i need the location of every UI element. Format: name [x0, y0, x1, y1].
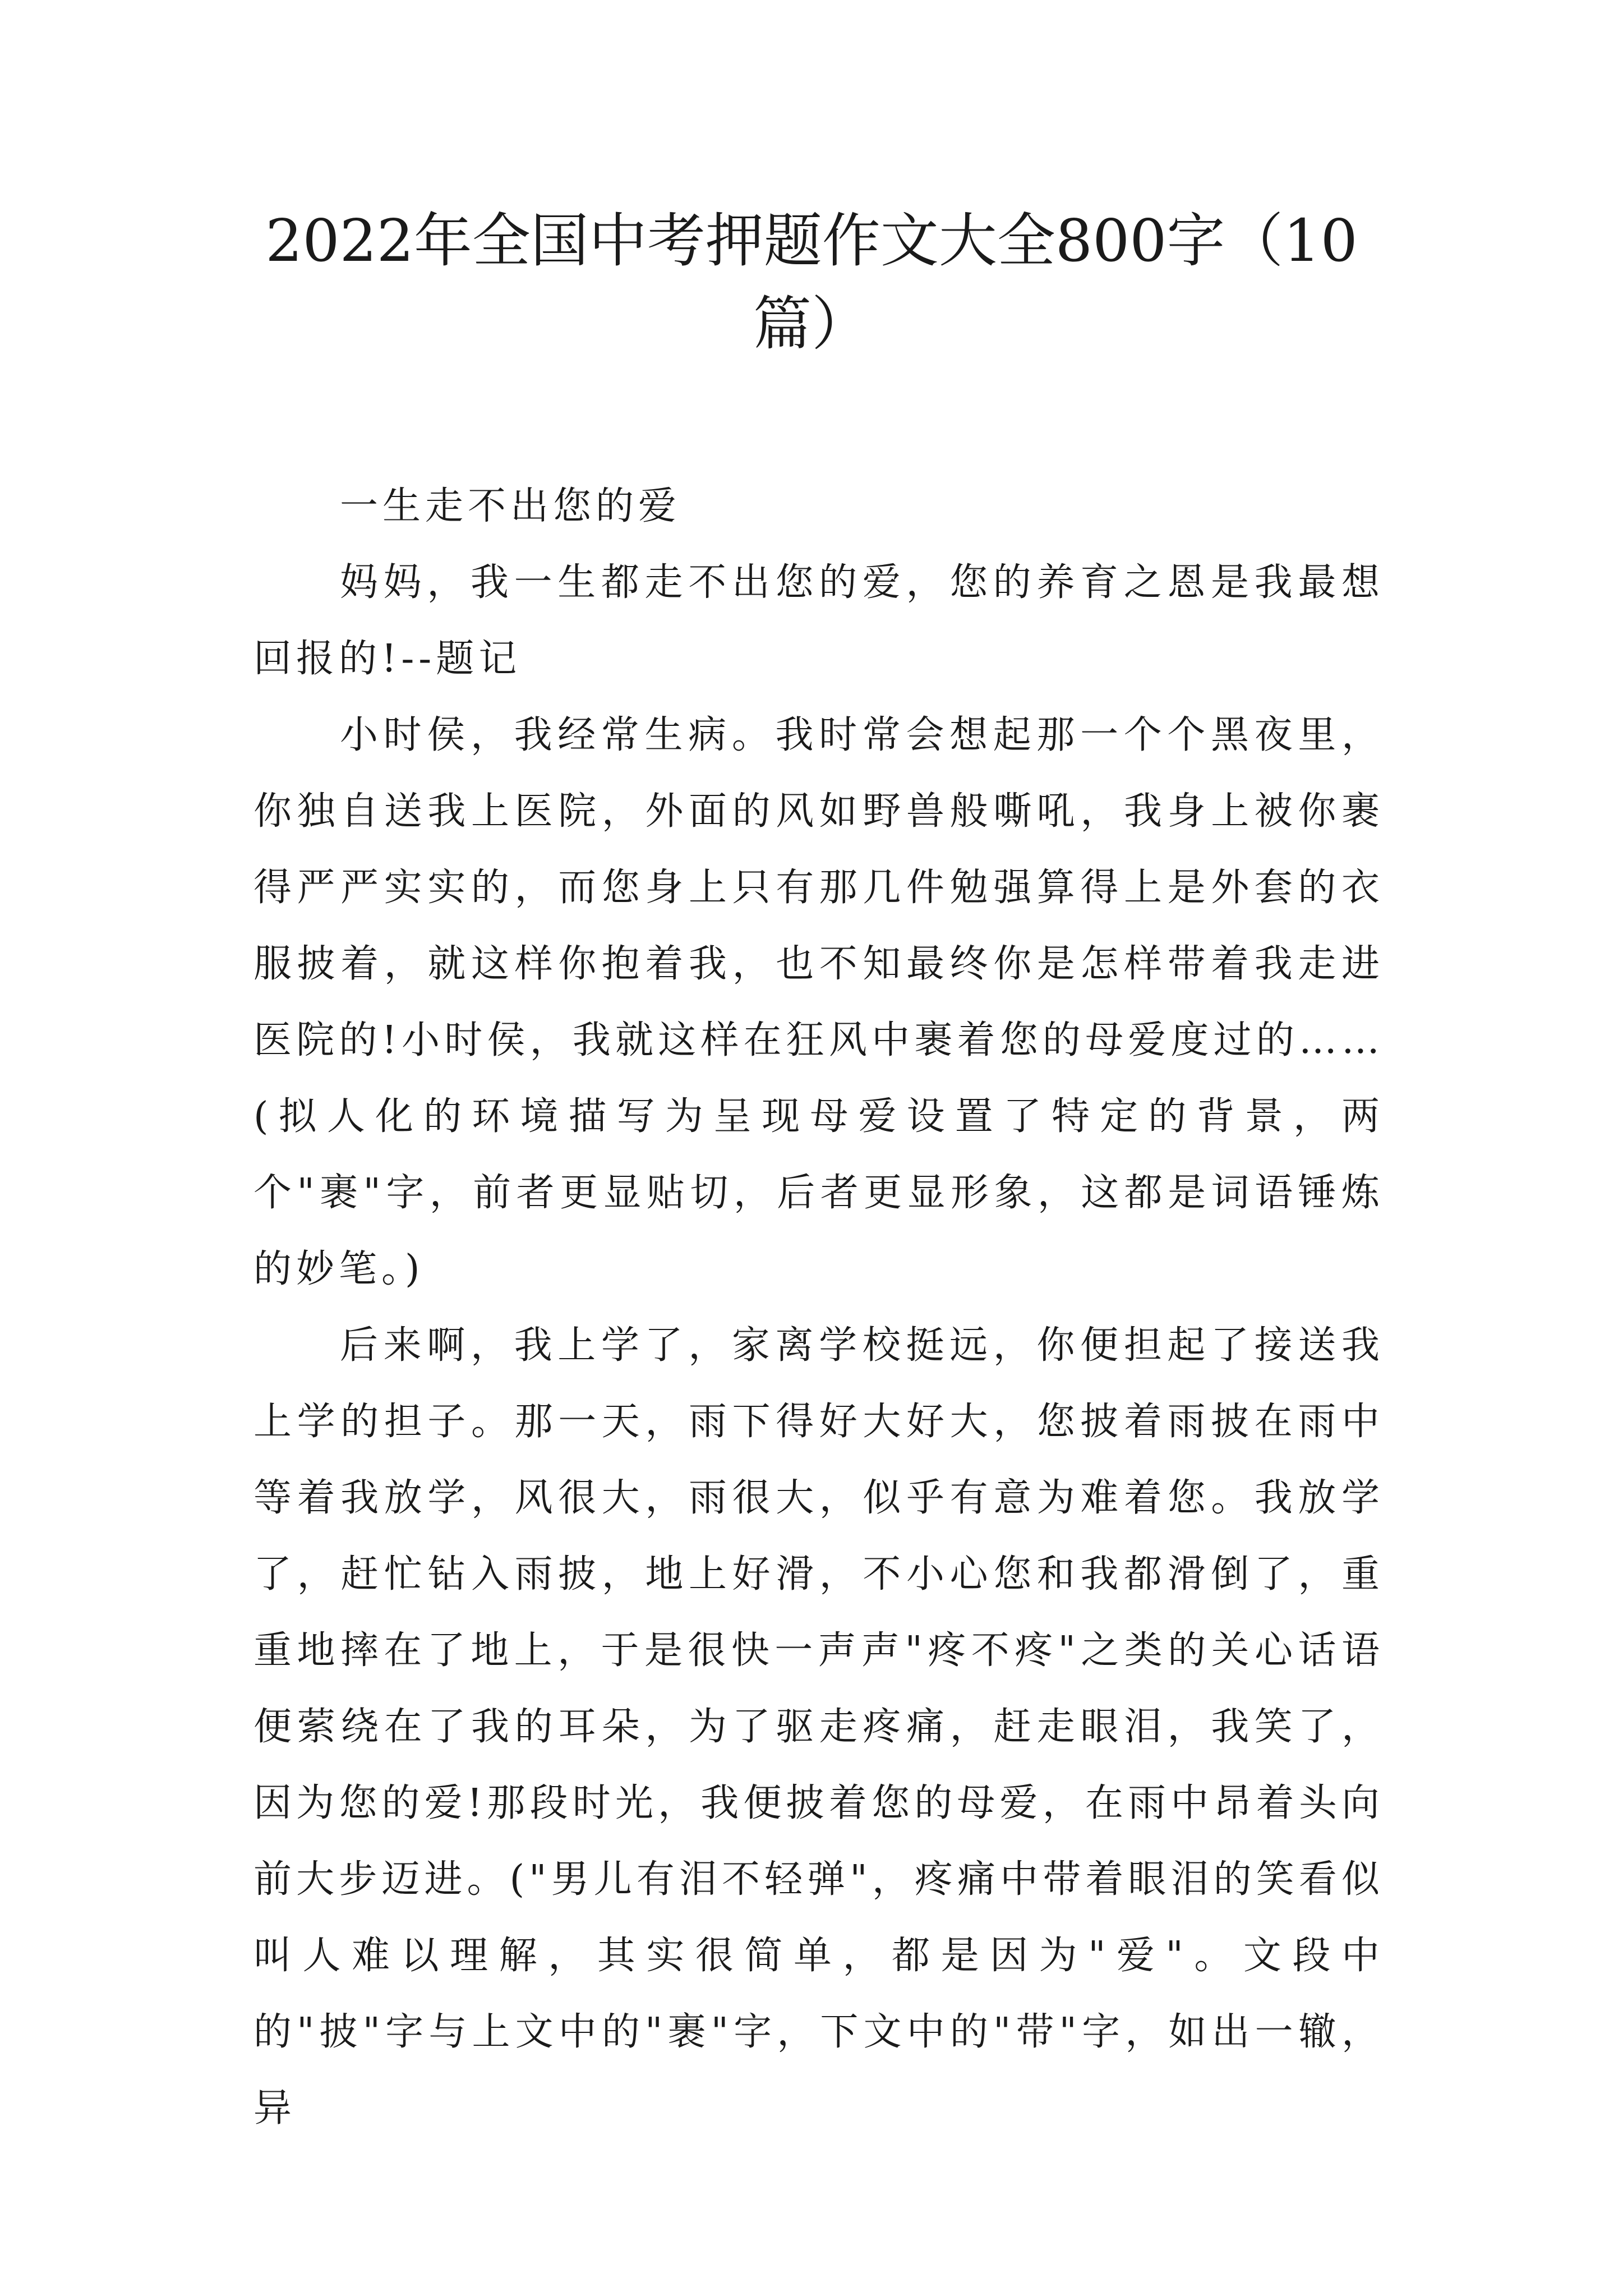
essay-title-paragraph: 一生走不出您的爱 — [340, 484, 681, 528]
document-body — [253, 468, 1384, 2147]
epigraph-paragraph: 妈妈，我一生都走不出您的爱，您的养育之恩是我最想回报的!--题记 — [253, 560, 1384, 681]
body-paragraph: 小时侯，我经常生病。我时常会想起那一个个黑夜里，你独自送我上医院，外面的风如野兽般嘶吼，我身上被你裹得严严实实的，而您身上只有那几件勉强算得上是外套的衣服披着，就这样你抱着我，也不知最终你是怎样带着我走进医院的!小时侯，我就这样在狂风中裹着您的母爱度过的……(拟人化的环境描写为呈现母爱设置了特定的背景，两个"裹"字，前者更显贴切，后者更显形象，这都是词语锤炼的妙笔。) — [253, 713, 1384, 1291]
body-paragraph: 后来啊，我上学了，家离学校挺远，你便担起了接送我上学的担子。那一天，雨下得好大好大，您披着雨披在雨中等着我放学，风很大，雨很大，似乎有意为难着您。我放学了，赶忙钻入雨披，地上好滑，不小心您和我都滑倒了，重重地摔在了地上，于是很快一声声"疼不疼"之类的关心话语便萦绕在了我的耳朵，为了驱走疼痛，赶走眼泪，我笑了，因为您的爱!那段时光，我便披着您的母爱，在雨中昂着头向前大步迈进。("男儿有泪不轻弹"，疼痛中带着眼泪的笑看似叫人难以理解，其实很简单，都是因为"爱"。文段中的"披"字与上文中的"裹"字，下文中的"带"字，如出一辙，异 — [253, 1323, 1384, 2131]
document-title: 2022年全国中考押题作文大全800字（10篇） — [265, 206, 1358, 358]
